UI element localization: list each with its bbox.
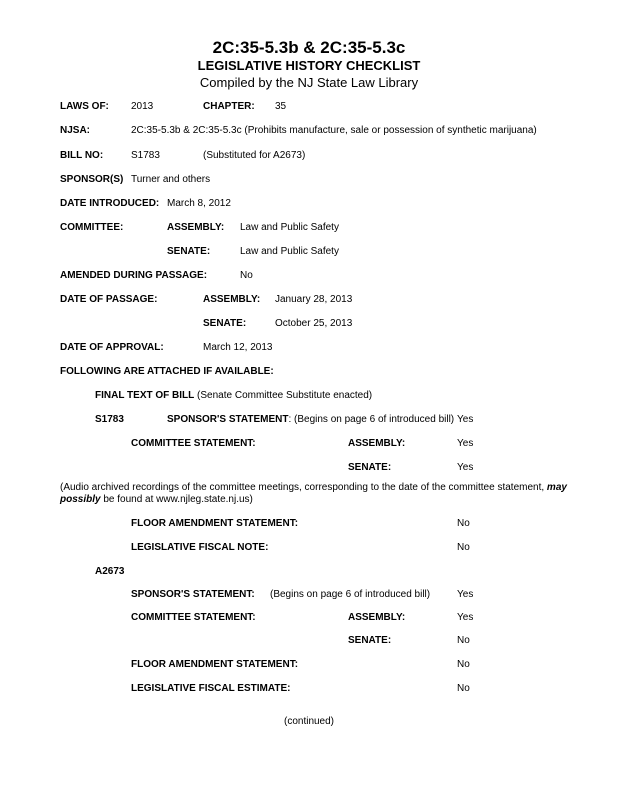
final-text-note: (Senate Committee Substitute enacted) (197, 390, 373, 401)
a2673-floor-label: FLOOR AMENDMENT STATEMENT: (131, 659, 299, 670)
a2673-fiscal-value: No (457, 683, 470, 694)
passage-assembly-value: January 28, 2013 (275, 294, 353, 305)
audio-archive-note (60, 482, 605, 506)
audio-note-text: (Audio archived recordings of the committee meetings, corresponding to the date of the committee statement, (60, 482, 547, 493)
date-of-approval-value: March 12, 2013 (203, 342, 273, 353)
s1783-assembly-label: ASSEMBLY: (348, 438, 406, 449)
document-title: 2C:35-5.3b & 2C:35-5.3c (212, 38, 406, 57)
compiled-by: Compiled by the NJ State Law Library (199, 75, 419, 90)
amended-label: AMENDED DURING PASSAGE: (60, 270, 208, 281)
sponsor-label: SPONSOR(S) (60, 174, 124, 185)
s1783-sponsor-note: : (Begins on page 6 of introduced bill) (288, 414, 455, 425)
date-introduced-value: March 8, 2012 (167, 198, 231, 209)
bill-no-label: BILL NO: (60, 150, 104, 161)
a2673-sponsor-note: (Begins on page 6 of introduced bill) (270, 589, 431, 600)
njsa-value: 2C:35-5.3b & 2C:35-5.3c (Prohibits manufacture, sale or possession of synthetic marijuana) (131, 125, 537, 136)
a2673-bill-label: A2673 (95, 566, 125, 577)
passage-senate-label: SENATE: (203, 318, 247, 329)
final-text-label: FINAL TEXT OF BILL (95, 390, 195, 401)
s1783-senate-value: Yes (457, 462, 474, 473)
chapter-value: 35 (275, 101, 287, 112)
s1783-sponsor-row (167, 414, 454, 426)
a2673-senate-label: SENATE: (348, 635, 392, 646)
chapter-label: CHAPTER: (203, 101, 255, 112)
a2673-assembly-value: Yes (457, 612, 474, 623)
date-of-approval-label: DATE OF APPROVAL: (60, 342, 164, 353)
sponsor-value: Turner and others (131, 174, 211, 185)
s1783-senate-label: SENATE: (348, 462, 392, 473)
a2673-floor-value: No (457, 659, 470, 670)
passage-senate-value: October 25, 2013 (275, 318, 353, 329)
s1783-committee-label: COMMITTEE STATEMENT: (131, 438, 256, 449)
bill-no-note: (Substituted for A2673) (203, 150, 306, 161)
s1783-sponsor-value: Yes (457, 414, 474, 425)
date-of-passage-label: DATE OF PASSAGE: (60, 294, 158, 305)
date-introduced-label: DATE INTRODUCED: (60, 198, 160, 209)
a2673-sponsor-label: SPONSOR'S STATEMENT: (131, 589, 255, 600)
passage-assembly-label: ASSEMBLY: (203, 294, 261, 305)
committee-senate-value: Law and Public Safety (240, 246, 339, 257)
s1783-floor-value: No (457, 518, 470, 529)
s1783-assembly-value: Yes (457, 438, 474, 449)
laws-of-value: 2013 (131, 101, 154, 112)
audio-note-emphasis: may possibly (60, 482, 567, 505)
continued-note: (continued) (283, 716, 335, 727)
s1783-bill-label: S1783 (95, 414, 124, 425)
amended-value: No (240, 270, 253, 281)
a2673-sponsor-value: Yes (457, 589, 474, 600)
committee-assembly-label: ASSEMBLY: (167, 222, 225, 233)
committee-assembly-value: Law and Public Safety (240, 222, 339, 233)
s1783-floor-label: FLOOR AMENDMENT STATEMENT: (131, 518, 299, 529)
bill-no-value: S1783 (131, 150, 160, 161)
a2673-senate-value: No (457, 635, 470, 646)
audio-note-text-after: be found at www.njleg.state.nj.us) (100, 494, 253, 505)
a2673-assembly-label: ASSEMBLY: (348, 612, 406, 623)
s1783-sponsor-label: SPONSOR'S STATEMENT (167, 414, 289, 425)
document-subtitle: LEGISLATIVE HISTORY CHECKLIST (197, 58, 421, 73)
following-heading: FOLLOWING ARE ATTACHED IF AVAILABLE: (60, 366, 274, 377)
committee-senate-label: SENATE: (167, 246, 211, 257)
s1783-fiscal-label: LEGISLATIVE FISCAL NOTE: (131, 542, 269, 553)
njsa-label: NJSA: (60, 125, 91, 136)
s1783-fiscal-value: No (457, 542, 470, 553)
final-text-row (95, 390, 372, 402)
a2673-fiscal-label: LEGISLATIVE FISCAL ESTIMATE: (131, 683, 291, 694)
a2673-committee-label: COMMITTEE STATEMENT: (131, 612, 256, 623)
laws-of-label: LAWS OF: (60, 101, 109, 112)
committee-label: COMMITTEE: (60, 222, 124, 233)
